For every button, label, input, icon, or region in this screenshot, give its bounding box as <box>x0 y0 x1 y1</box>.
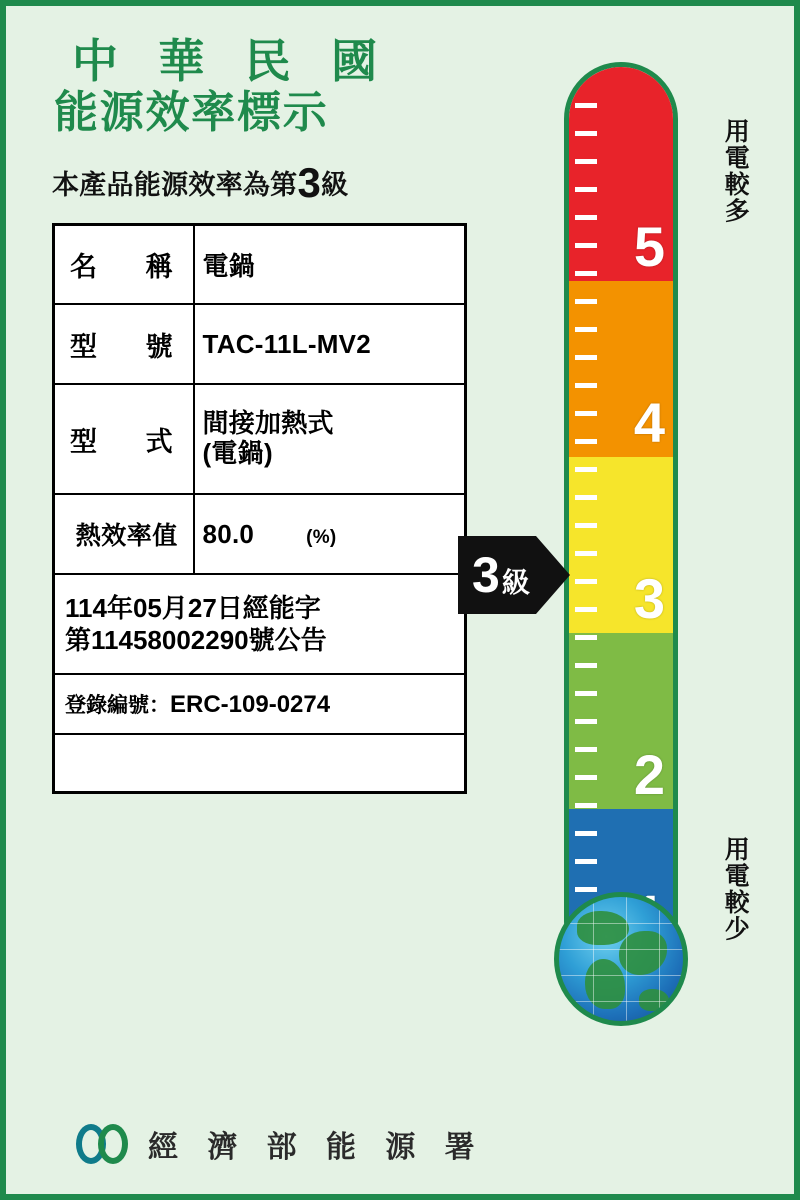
level-number-2: 2 <box>633 743 665 806</box>
registration-cell <box>54 674 466 734</box>
efficiency-thermometer <box>546 62 696 962</box>
row-value-type-line1: 間接加熱式 <box>202 408 334 439</box>
grade-arrow-body <box>458 536 536 614</box>
earth-globe-icon <box>554 892 688 1026</box>
registration-label: 登錄編號： <box>65 694 170 718</box>
row-value-type <box>194 384 466 494</box>
grade-arrow-badge <box>458 536 570 614</box>
footer-agency-name: 經 濟 部 能 源 署 <box>148 1131 486 1164</box>
notice-line-1: 114年05月27日經能字 <box>65 592 321 623</box>
row-label-type: 型 式 <box>54 384 194 494</box>
thermometer-ticks <box>575 67 601 937</box>
row-value-name: 電鍋 <box>194 224 466 304</box>
energy-bureau-logo-icon <box>76 1122 132 1166</box>
level-number-5: 5 <box>633 215 665 278</box>
grade-sentence <box>52 159 472 207</box>
grade-arrow-tip <box>536 536 570 614</box>
row-label-efficiency: 熱效率值 <box>54 494 194 574</box>
notice-cell <box>54 574 466 674</box>
blank-cell <box>54 734 466 792</box>
notice-line-2: 第11458002290號公告 <box>65 625 327 656</box>
level-number-3: 3 <box>633 567 665 630</box>
spec-table <box>52 223 467 794</box>
title-line-2: 能源效率標示 <box>54 87 329 137</box>
table-row <box>54 384 466 494</box>
row-value-efficiency <box>194 494 466 574</box>
row-label-name: 名 稱 <box>54 224 194 304</box>
left-column <box>52 36 472 794</box>
row-label-model: 型 號 <box>54 304 194 384</box>
table-row <box>54 494 466 574</box>
grade-sentence-prefix: 本產品能源效率為第 <box>52 169 298 200</box>
grade-badge-unit: 級 <box>501 567 530 598</box>
thermometer-tube <box>564 62 678 942</box>
row-value-type-line2: (電鍋) <box>202 438 273 469</box>
table-row <box>54 304 466 384</box>
label-title <box>52 36 472 137</box>
level-number-4: 4 <box>633 391 665 454</box>
table-row-registration <box>54 674 466 734</box>
thermometer-caption-bottom: 用電較少 <box>721 836 750 942</box>
table-row-notice <box>54 574 466 674</box>
efficiency-number: 80.0 <box>202 518 255 549</box>
table-row-blank <box>54 734 466 792</box>
grade-sentence-number: 3 <box>297 158 322 206</box>
row-value-model: TAC-11L-MV2 <box>194 304 466 384</box>
grade-badge-number: 3 <box>472 547 500 603</box>
title-line-1: 中 華 民 國 <box>72 35 391 87</box>
footer <box>76 1122 485 1166</box>
grade-sentence-suffix: 級 <box>321 169 349 200</box>
thermometer-caption-top: 用電較多 <box>721 118 750 224</box>
efficiency-unit: (%) <box>306 526 337 548</box>
table-row <box>54 224 466 304</box>
registration-number: ERC-109-0274 <box>170 691 331 719</box>
